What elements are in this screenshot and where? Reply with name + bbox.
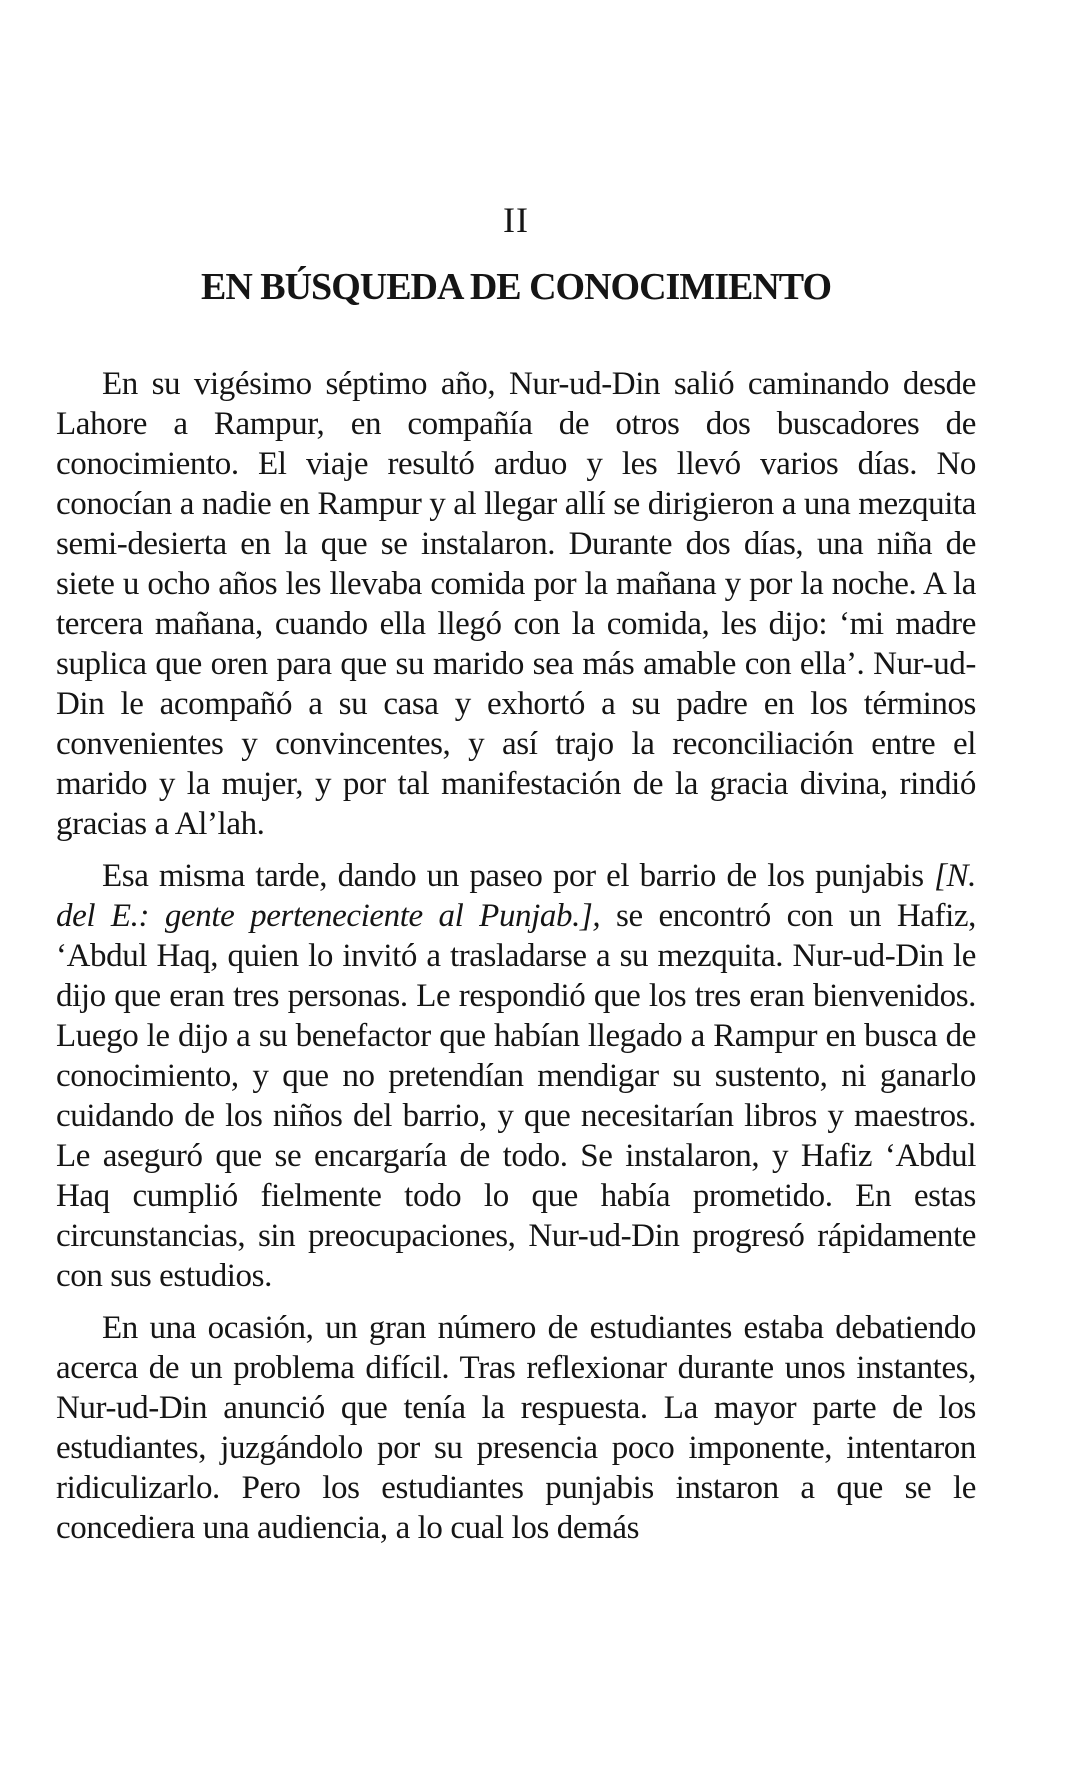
chapter-title: EN BÚSQUEDA DE CONOCIMIENTO <box>200 266 832 308</box>
paragraph-3-text: En una ocasión, un gran número de estudiantes estaba debatiendo acerca de un problema difícil. Tras reflexionar durante unos instantes, Nur-ud-Din anunció que tenía la respuesta. La mayor parte de los estudiantes, juzgándolo por su presencia poco imponente, intentaron ridiculizarlo. Pero los estudiantes punjabis instaron a que se le concediera una audiencia, a lo cual los demás <box>56 1310 976 1546</box>
paragraph-2 <box>56 856 976 1296</box>
body-text <box>56 364 976 1548</box>
paragraph-2-rest: se encontró con un Hafiz, ‘Abdul Haq, quien lo invitó a trasladarse a su mezquita. Nur-ud-Din le dijo que eran tres personas. Le respondió que los tres eran bienvenidos. Luego le dijo a su benefactor que habían llegado a Rampur en busca de conocimiento, y que no pretendían mendigar su sustento, ni ganarlo cuidando de los niños del barrio, y que necesitarían libros y maestros. Le aseguró que se encargaría de todo. Se instalaron, y Hafiz ‘Abdul Haq cumplió fielmente todo lo que había prometido. En estas circunstancias, sin preocupaciones, Nur-ud-Din progresó rápidamente con sus estudios. <box>56 898 976 1294</box>
text-block <box>56 0 976 1548</box>
paragraph-1 <box>56 364 976 844</box>
paragraph-2-editor-note: [N. del E.: gente perteneciente al Punjab.], <box>56 858 976 934</box>
paragraph-2-lead: Esa misma tarde, dando un paseo por el barrio de los punjabis <box>102 858 935 894</box>
paragraph-3 <box>56 1308 976 1548</box>
paragraph-1-text: En su vigésimo séptimo año, Nur-ud-Din salió caminando desde Lahore a Rampur, en compañía de otros dos buscadores de conocimiento. El viaje resultó arduo y les llevó varios días. No conocían a nadie en Rampur y al llegar allí se dirigieron a una mezquita semi-desierta en la que se instalaron. Durante dos días, una niña de siete u ocho años les llevaba comida por la mañana y por la noche. A la tercera mañana, cuando ella llegó con la comida, les dijo: ‘mi madre suplica que oren para que su marido sea más amable con ella’. Nur-ud-Din le acompañó a su casa y exhortó a su padre en los términos convenientes y convincentes, y así trajo la reconciliación entre el marido y la mujer, y por tal manifestación de la gracia divina, rindió gracias a Al’lah. <box>56 366 976 842</box>
chapter-number: II <box>503 200 529 240</box>
